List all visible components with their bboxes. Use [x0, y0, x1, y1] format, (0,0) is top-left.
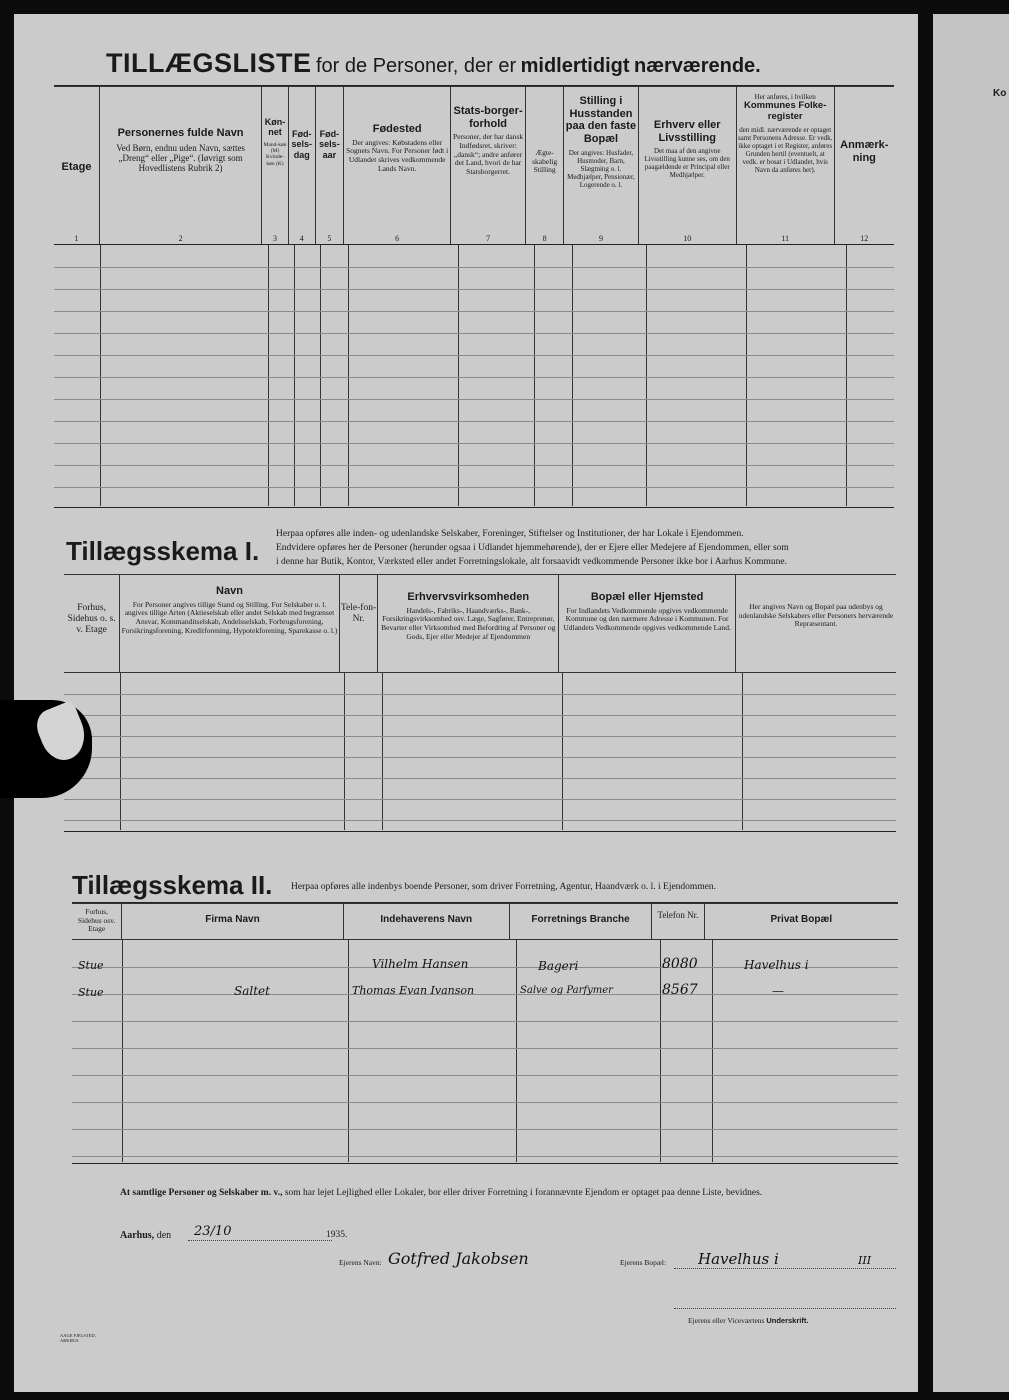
page-title: TILLÆGSLISTE for de Personer, der er midlertidigt nærværende.: [106, 48, 761, 78]
grid-column-divider: [562, 673, 563, 830]
date-line: Aarhus, den: [120, 1230, 172, 1241]
grid-column-divider: [746, 245, 747, 506]
table-row-etage: Stue: [78, 959, 104, 972]
grid-row-rule: [72, 1129, 898, 1130]
schema1-header: Forhus, Sidehus o. s. v. Etage Navn For Personer angives tillige Stand og Stilling. For Selskaber o. l. angives tillige Arten (Aktieselskab eller andet Selskab med begrænset Ansvar, Kommanditselskab, Andelsselskab, Forbrugsforening, Forsikringsforening, Kreditforening, Hypotekforening, Sparekasse o. l.) Tele-fon-Nr. Erhvervsvirksomheden Handels-, Fabriks-, Haandværks-, Bank-, Forsikringsvirksomhed osv. Læge, Sagfører, Entreprenør, Bevarter eller Virksomhed med Befordring af Personer og Gods, Ejer eller Medejer af Ejendommen Bopæl eller Hjemsted For Indlandets Vedkommende opgives vedkommende Kommune og den nærmere Adresse i Kommunen. For Udlandets Vedkommende opgives vedkommende Land. Her angives Navn og Bopæl paa udenbys og udenlandske Selskabers eller Personers herværende Repræsentant.: [64, 574, 896, 673]
main-list-header: Etage 1 Personernes fulde Navn Ved Børn, endnu uden Navn, sættes „Dreng“ eller „Pige“. (Iøvrigt som Hovedlistens Rubrik 2) 2 Køn-net Mand-køn (M) Kvinde-køn (K) 3 Fød-sels-dag 4 Fød-sels-aar 5 Fødested Der angives: Købstadens eller Sognets Navn. For Personer født i Udlandet skrives vedkommende Lands Navn. 6 Stats-borger-forhold Personer, der har dansk Indfødsret, skriver: „dansk“; andre anfører det Land, hvori de har Statsborgerret. 7 Ægte-skabelig Stilling 8 Stilling i Husstanden paa den faste Bopæl Der angives: Husfader, Husmoder, Barn, Slægtning o. l. Medhjælper, Pensionær, Logerende o. l. 9 Erhverv eller Livsstilling Det maa af den angivne Livsstilling kunne ses, om den paagældende er Principal eller Medhjælper. 10 Her anføres, i hvilken Kommunes Folke-register den midl. nærværende er optaget samt Personens Adresse. Er vedk. ikke optaget i et Register, anføres Grunden hertil (eventuelt, at vedk. er bosat i Udlandet, hvis Navn da anføres her). 11 Anmærk-ning 12: [54, 86, 894, 245]
grid-row-rule: [64, 757, 896, 758]
grid-row-rule: [54, 443, 894, 444]
schema2-intro: Herpaa opføres alle indenbys boende Personer, som driver Forretning, Agentur, Haandværk o. l. i Ejendommen.: [291, 882, 717, 892]
grid-column-divider: [268, 245, 269, 506]
grid-row-rule: [72, 1102, 898, 1103]
table-row-phone: 8567: [662, 982, 698, 998]
grid-row-rule: [54, 487, 894, 488]
table-row-etage: Stue: [78, 986, 104, 999]
main-list-body: [54, 245, 894, 506]
table-row-branch: Salve og Parfymer: [520, 985, 613, 996]
adjacent-page: [933, 14, 1009, 1392]
grid-row-rule: [64, 820, 896, 821]
schema1-title: Tillægsskema I.: [66, 536, 260, 566]
grid-row-rule: [72, 1048, 898, 1049]
grid-row-rule: [54, 421, 894, 422]
grid-column-divider: [646, 245, 647, 506]
table-row-branch: Bageri: [538, 959, 579, 973]
owner-label: Ejerens Navn:: [339, 1258, 382, 1267]
signature-label: Ejerens eller Viceværtens Underskrift.: [688, 1316, 809, 1325]
adjacent-page-text: Ko: [993, 88, 1007, 99]
grid-column-divider: [348, 245, 349, 506]
table-row-firm: Saltet: [234, 984, 270, 998]
grid-column-divider: [100, 245, 101, 506]
grid-column-divider: [320, 245, 321, 506]
schema1-intro: Herpaa opføres alle inden- og udenlandske Selskaber, Foreninger, Stiftelser og Institutioner, der har Lokale i Ejendommen. Endvidere opføres her de Personer (herunder ogsaa i Udlandet hjemmehørende), der er Ejere eller Medejere af Ejendommen, eller som i denne har Butik, Kontor, Værksted eller andet Forretningslokale, alt forsaavidt vedkommende Personer ikke bor i Aarhus Kommune.: [276, 529, 789, 567]
grid-row-rule: [64, 799, 896, 800]
owner-address: Havelhus i: [698, 1250, 779, 1268]
grid-row-rule: [72, 1075, 898, 1076]
grid-row-rule: [54, 465, 894, 466]
table-row-phone: 8080: [662, 956, 698, 972]
grid-row-rule: [72, 1021, 898, 1022]
schema2-body: [72, 940, 898, 1162]
title-main: TILLÆGSLISTE: [106, 48, 312, 78]
year: 1935.: [326, 1230, 348, 1240]
table-row-owner: Vilhelm Hansen: [372, 957, 469, 971]
schema2-header: Forhus, Sidehus osv. Etage Firma Navn Indehaverens Navn Forretnings Branche Telefon Nr. Privat Bopæl: [72, 903, 898, 940]
printer-mark: AAGE FJELSTED, ARKHUS: [60, 1333, 96, 1343]
schema1-body: [64, 673, 896, 830]
form-page: [14, 14, 918, 1392]
grid-row-rule: [64, 736, 896, 737]
grid-row-rule: [54, 289, 894, 290]
grid-row-rule: [54, 267, 894, 268]
grid-column-divider: [458, 245, 459, 506]
grid-row-rule: [54, 377, 894, 378]
grid-column-divider: [294, 245, 295, 506]
grid-row-rule: [64, 778, 896, 779]
owner-address-number: III: [858, 1254, 872, 1267]
grid-row-rule: [54, 399, 894, 400]
grid-column-divider: [344, 673, 345, 830]
grid-row-rule: [64, 715, 896, 716]
owner-signature: Gotfred Jakobsen: [388, 1249, 529, 1268]
table-row-address: —: [772, 984, 784, 998]
table-row-address: Havelhus i: [744, 958, 809, 972]
grid-row-rule: [72, 1156, 898, 1157]
grid-column-divider: [742, 673, 743, 830]
grid-row-rule: [54, 333, 894, 334]
date-handwritten: 23/10: [194, 1224, 232, 1239]
grid-column-divider: [534, 245, 535, 506]
grid-column-divider: [120, 673, 121, 830]
certify-text: At samtlige Personer og Selskaber m. v., som har lejet Lejlighed eller Lokaler, bor eller driver Forretning i forannævnte Ejendom er optaget paa denne Liste, bevidnes.: [120, 1188, 763, 1198]
schema2-title: Tillægsskema II.: [72, 870, 273, 900]
owner-address-label: Ejerens Bopæl:: [620, 1258, 667, 1267]
grid-row-rule: [54, 355, 894, 356]
grid-column-divider: [572, 245, 573, 506]
grid-row-rule: [64, 694, 896, 695]
grid-column-divider: [846, 245, 847, 506]
table-row-owner: Thomas Evan Ivanson: [352, 984, 475, 997]
grid-row-rule: [54, 311, 894, 312]
grid-column-divider: [382, 673, 383, 830]
